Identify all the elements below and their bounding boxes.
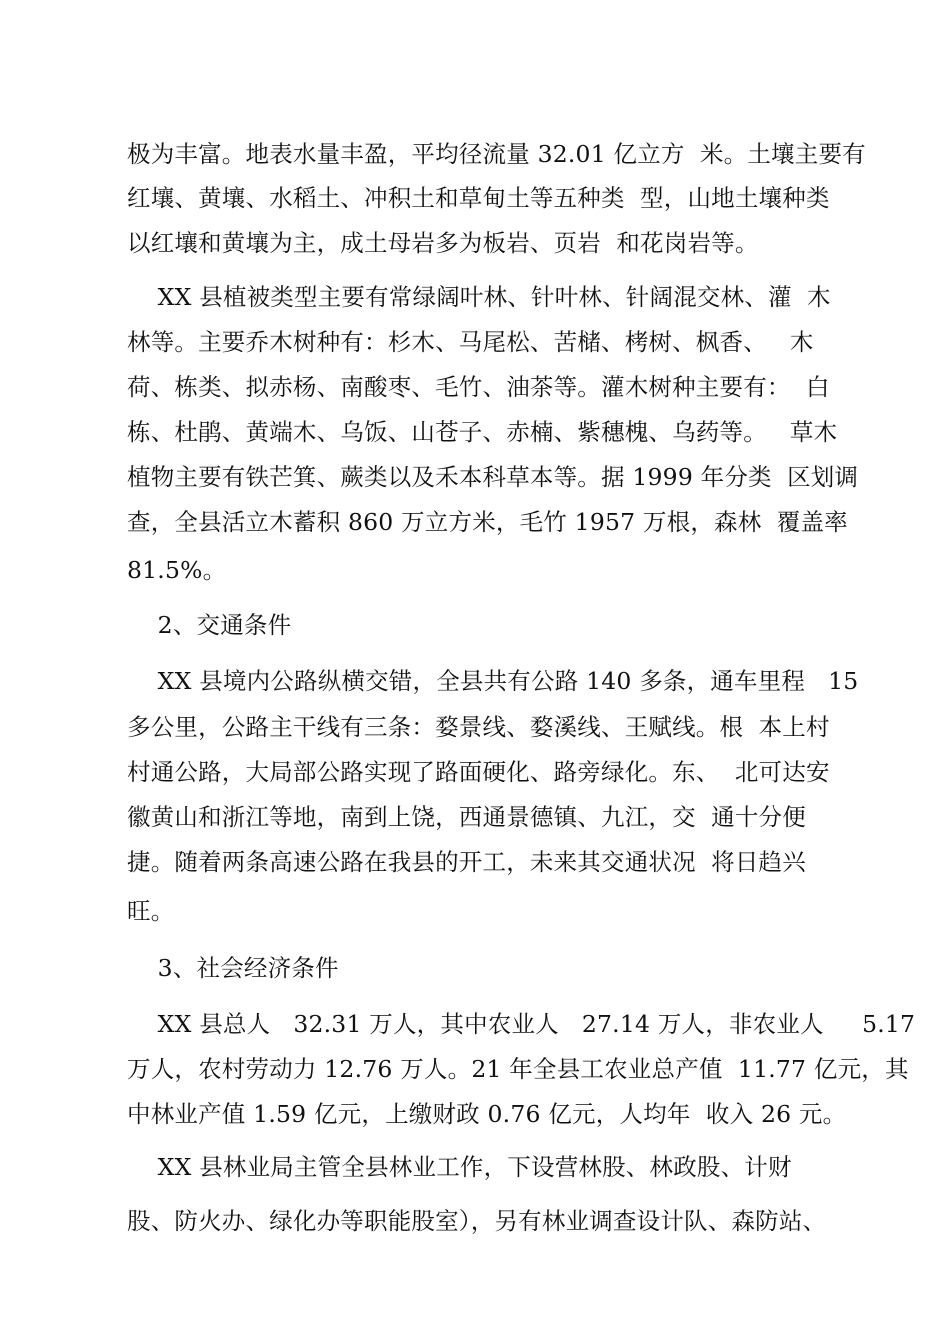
text-line: 查，全县活立木蓄积 860 万立方米，毛竹 1957 万根，森林 覆盖率 (127, 508, 848, 536)
section-heading: 2、交通条件 (127, 611, 292, 639)
text-line: 植物主要有铁芒箕、蕨类以及禾本科草本等。据 1999 年分类 区划调 (127, 463, 859, 491)
text-line: 捷。随着两条高速公路在我县的开工，未来其交通状况 将日趋兴 (127, 848, 806, 876)
text-line: 股、防火办、绿化办等职能股室），另有林业调查设计队、森防站、 (127, 1207, 827, 1235)
text-line: XX 县总人 32.31 万人，其中农业人 27.14 万人，非农业人 5.17 (127, 1010, 916, 1038)
text-line: 徽黄山和浙江等地，南到上饶，西通景德镇、九江，交 通十分便 (127, 803, 806, 831)
text-line: 红壤、黄壤、水稻土、冲积土和草甸土等五种类 型，山地土壤种类 (127, 184, 830, 212)
text-line: 以红壤和黄壤为主，成土母岩多为板岩、页岩 和花岗岩等。 (127, 229, 759, 257)
text-line: 81.5%。 (127, 556, 227, 584)
section-heading: 3、社会经济条件 (127, 954, 339, 982)
text-line: 栋、杜鹃、黄端木、乌饭、山苍子、赤楠、紫穗槐、乌药等。 草木 (127, 418, 838, 446)
text-line: 旺。 (127, 897, 175, 925)
text-line: 荷、栋类、拟赤杨、南酸枣、毛竹、油茶等。灌木树种主要有： 白 (127, 373, 830, 401)
text-line: 多公里，公路主干线有三条：婺景线、婺溪线、王赋线。根 本上村 (127, 713, 830, 741)
text-line: 林等。主要乔木树种有：杉木、马尾松、苦槠、栲树、枫香、 木 (127, 328, 814, 356)
text-line: 万人，农村劳动力 12.76 万人。21 年全县工农业总产值 11.77 亿元，其 (127, 1055, 909, 1083)
text-line: XX 县植被类型主要有常绿阔叶林、针叶林、针阔混交林、灌 木 (127, 283, 831, 311)
text-line: 极为丰富。地表水量丰盈，平均径流量 32.01 亿立方 米。土壤主要有 (127, 140, 866, 168)
text-line: 中林业产值 1.59 亿元，上缴财政 0.76 亿元，人均年 收入 26 元。 (127, 1100, 847, 1128)
text-line: XX 县境内公路纵横交错，全县共有公路 140 多条，通车里程 15 (127, 667, 859, 695)
text-line: 村通公路，大局部公路实现了路面硬化、路旁绿化。东、 北可达安 (127, 758, 830, 786)
text-line: XX 县林业局主管全县林业工作，下设营林股、林政股、计财 (127, 1153, 792, 1181)
